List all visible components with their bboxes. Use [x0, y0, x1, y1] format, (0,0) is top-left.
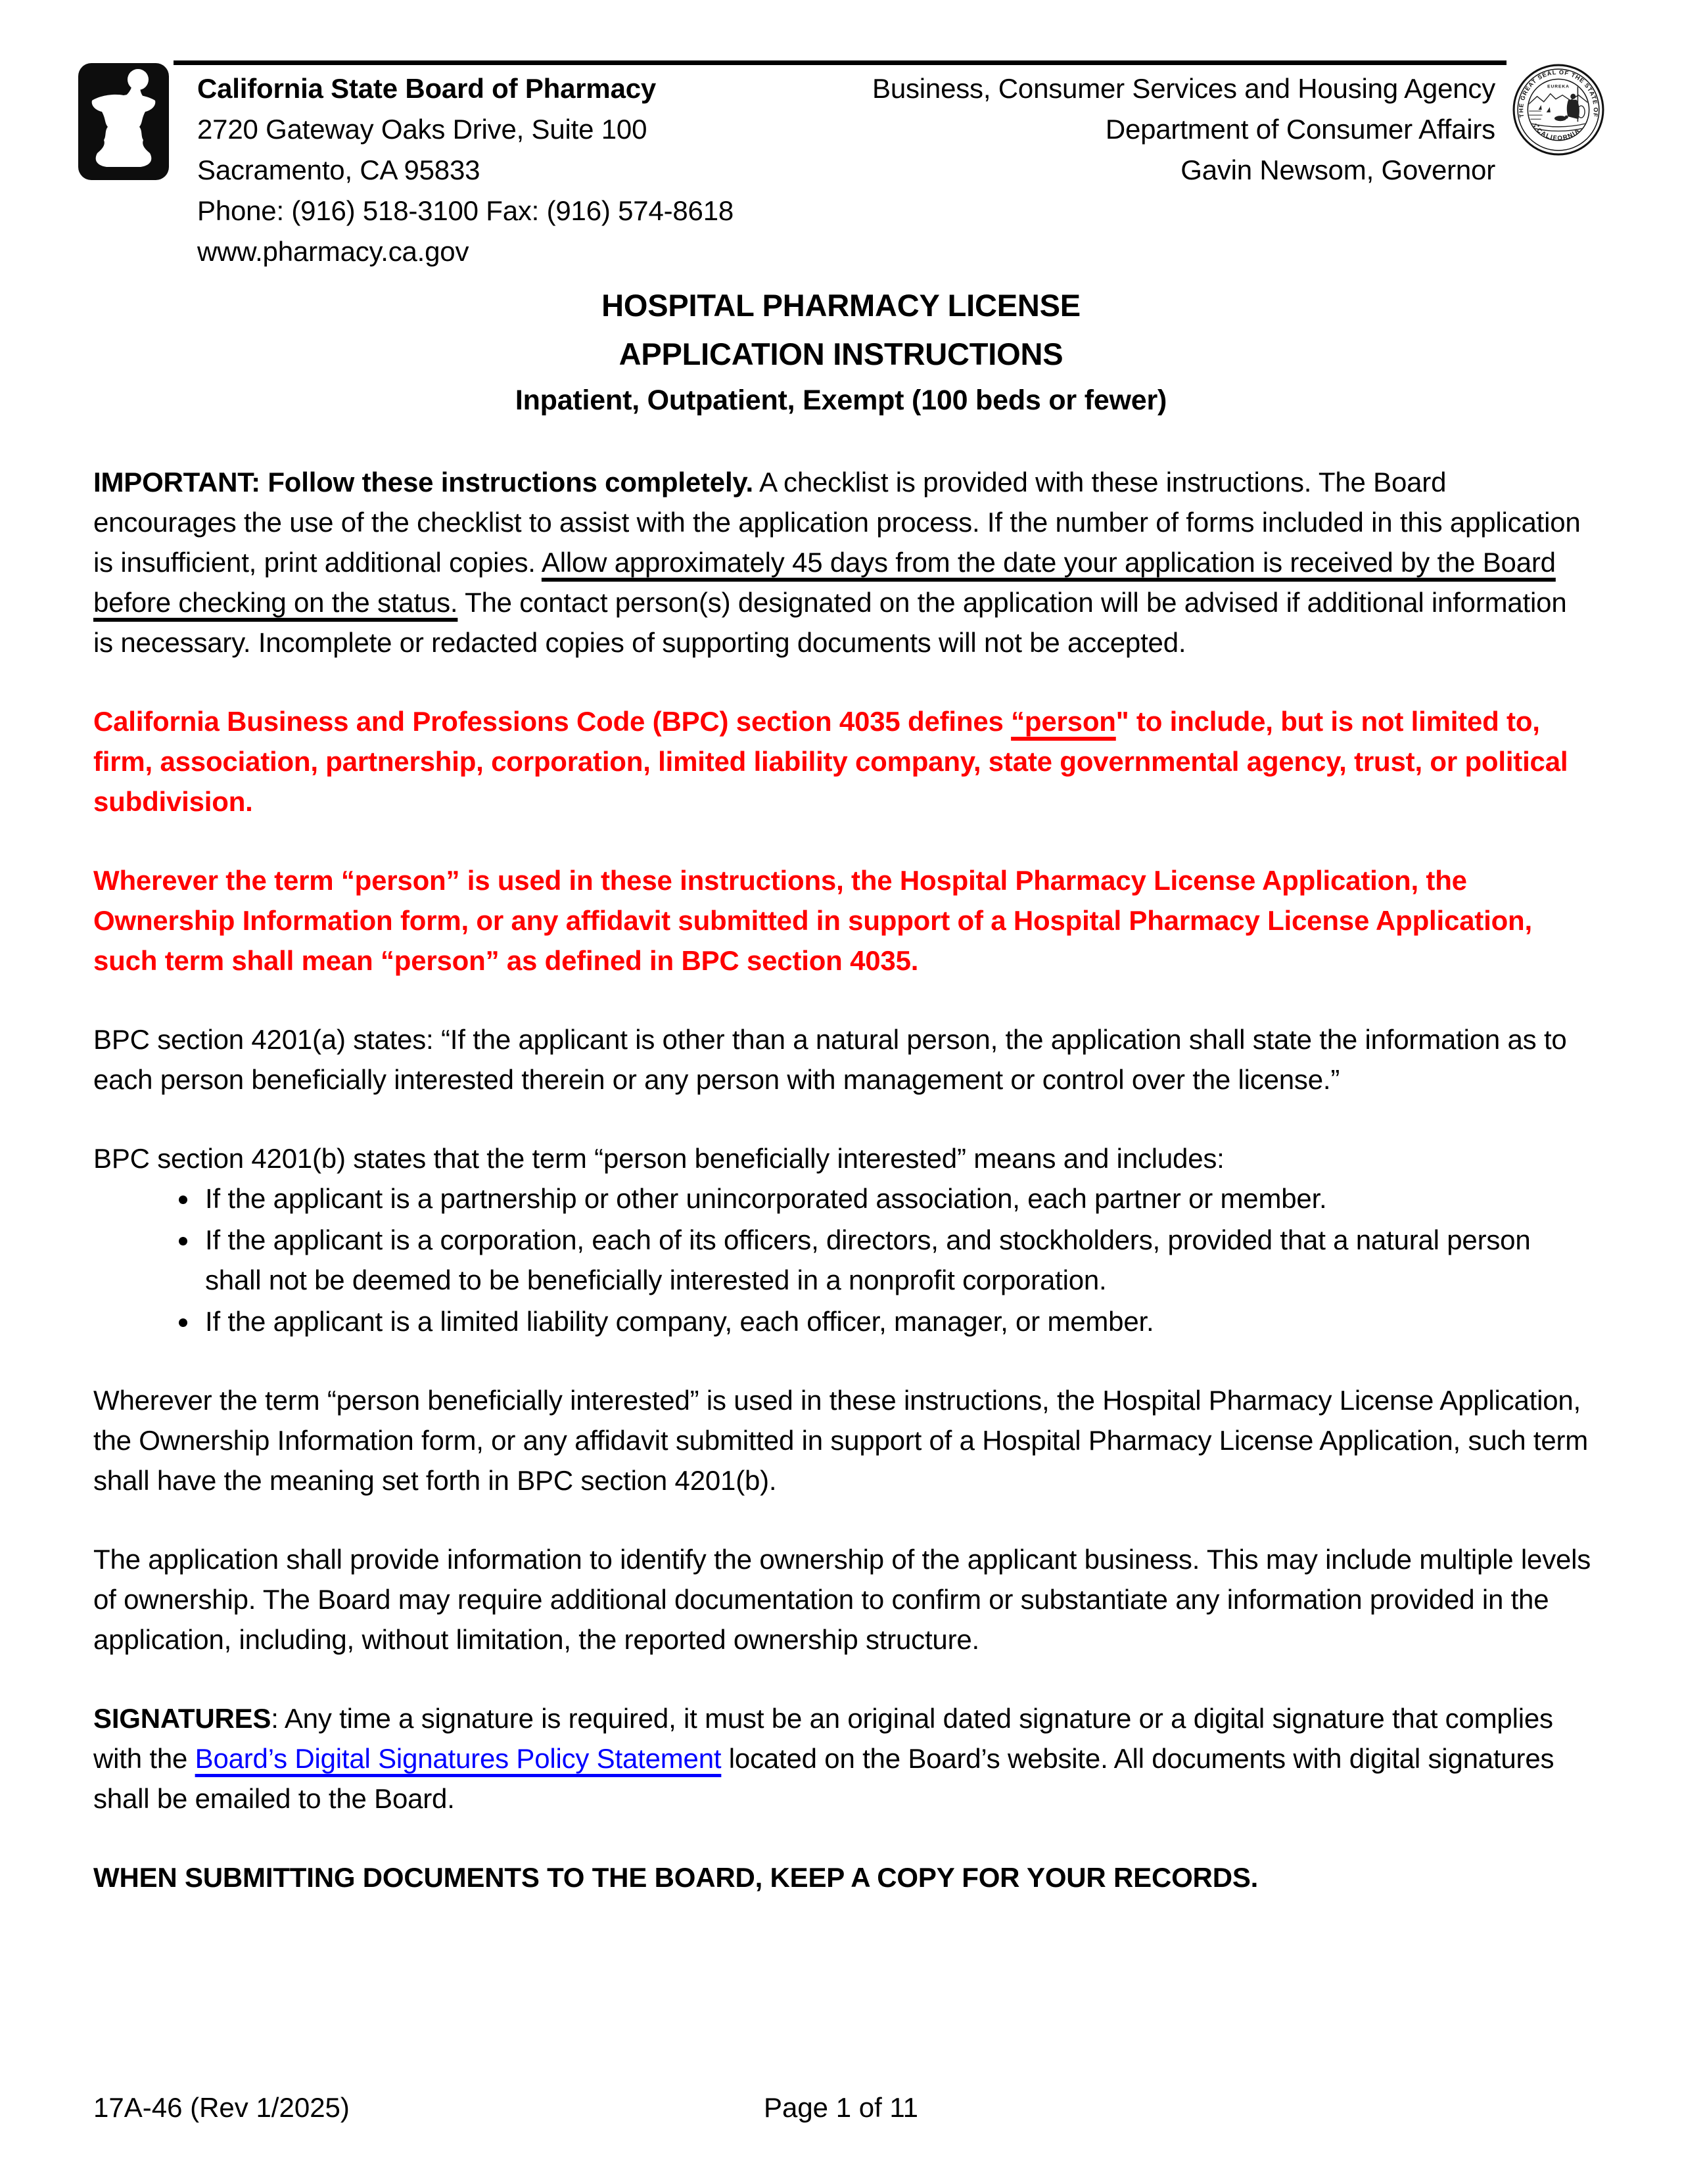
seal-bottom-text: CALIFORNIA	[1535, 126, 1582, 143]
governor-name: Gavin Newsom, Governor	[1180, 154, 1495, 185]
seal-top-text: THE GREAT SEAL OF THE STATE OF	[1518, 68, 1599, 118]
paragraph-ownership-info: The application shall provide information to identify the ownership of the applicant business. This may include multiple levels of ownership. The Board may require additional documentation to confirm or substantiate any information provided in the application, including, without limitation, the reported ownership structure.	[93, 1544, 1591, 1655]
title-line1: HOSPITAL PHARMACY LICENSE	[601, 288, 1081, 323]
important-text-b: The contact person(s) designated on the application will be advised if additional information is necessary. Incomplete or redacted copies of supporting documents will not be accepted.	[93, 587, 1567, 658]
board-contact-block	[197, 68, 734, 272]
bpc-4035-text-b: " to include, but is not limited to, firm, association, partnership, corporation, limited liability company, state governmental agency, trust, or political subdivision.	[93, 706, 1568, 817]
title-line2: APPLICATION INSTRUCTIONS	[619, 337, 1063, 371]
paragraph-keep-copy: WHEN SUBMITTING DOCUMENTS TO THE BOARD, KEEP A COPY FOR YOUR RECORDS.	[93, 1862, 1259, 1893]
important-text-a: A checklist is provided with these instructions. The Board encourages the use of the checklist to assist with the application process. If the number of forms included in this application is insufficient, print additional copies.	[93, 467, 1581, 578]
signatures-text-b: located on the Board’s website. All documents with digital signatures shall be emailed to the Board.	[93, 1743, 1554, 1814]
document-body	[93, 462, 1592, 1936]
signatures-text-a: : Any time a signature is required, it must be an original dated signature or a digital signature that complies with the	[93, 1703, 1553, 1774]
digital-signatures-policy-link[interactable]: Board’s Digital Signatures Policy Statement	[195, 1743, 722, 1774]
title-subtitle: Inpatient, Outpatient, Exempt (100 beds or fewer)	[515, 384, 1167, 416]
bpc-4035-text-a: California Business and Professions Code (BPC) section 4035 defines	[93, 706, 1012, 737]
document-title	[0, 281, 1682, 422]
bpc-4035-person-underlined: “person	[1011, 706, 1116, 737]
seal-motto-text: EUREKA	[1547, 84, 1570, 89]
form-number: 17A-46 (Rev 1/2025)	[93, 2092, 350, 2123]
important-underlined: Allow approximately 45 days from the date your application is received by the Board before checking on the status.	[93, 547, 1556, 618]
agency-block	[872, 68, 1495, 191]
mortar-pestle-icon	[78, 62, 170, 181]
page-number: Page 1 of 11	[763, 2092, 919, 2123]
board-website: www.pharmacy.ca.gov	[197, 236, 469, 267]
header-divider	[174, 60, 1507, 65]
agency-name: Business, Consumer Services and Housing Agency	[872, 73, 1495, 104]
list-item: • If the applicant is a partnership or other unincorporated association, each partner or member.	[200, 1178, 1592, 1219]
board-phone-fax: Phone: (916) 518-3100 Fax: (916) 574-8618	[197, 195, 734, 226]
paragraph-bpc-4201a: BPC section 4201(a) states: “If the applicant is other than a natural person, the application shall state the information as to each person beneficially interested therein or any person with management or control over the license.”	[93, 1024, 1567, 1095]
paragraph-bpc-4035	[93, 701, 1592, 822]
paragraph-signatures	[93, 1698, 1592, 1819]
paragraph-person-definition: Wherever the term “person” is used in these instructions, the Hospital Pharmacy License Application, the Ownership Information form, or any affidavit submitted in support of a Hospital Pharmacy License Application, such term shall mean “person” as defined in BPC section 4035.	[93, 865, 1532, 976]
signatures-lead: SIGNATURES	[93, 1703, 271, 1734]
paragraph-bpc-4201b-intro: BPC section 4201(b) states that the term “person beneficially interested” means and includes:	[93, 1143, 1225, 1174]
beneficially-interested-list	[93, 1178, 1592, 1341]
board-address-line2: Sacramento, CA 95833	[197, 154, 480, 185]
board-address-line1: 2720 Gateway Oaks Drive, Suite 100	[197, 114, 647, 145]
important-lead: IMPORTANT: Follow these instructions completely.	[93, 467, 753, 498]
department-name: Department of Consumer Affairs	[1105, 114, 1495, 145]
list-item: • If the applicant is a corporation, each of its officers, directors, and stockholders, provided that a natural person shall not be deemed to be beneficially interested in a nonprofit corporation.	[200, 1220, 1592, 1300]
board-name: California State Board of Pharmacy	[197, 73, 657, 104]
paragraph-person-beneficially-interested: Wherever the term “person beneficially interested” is used in these instructions, the Hospital Pharmacy License Application, the Ownership Information form, or any affidavit submitted in support of a Hospital Pharmacy License Application, such term shall have the meaning set forth in BPC section 4201(b).	[93, 1385, 1589, 1496]
list-item: • If the applicant is a limited liability company, each officer, manager, or member.	[200, 1301, 1592, 1341]
paragraph-important	[93, 462, 1592, 662]
state-seal-icon	[1512, 63, 1605, 156]
